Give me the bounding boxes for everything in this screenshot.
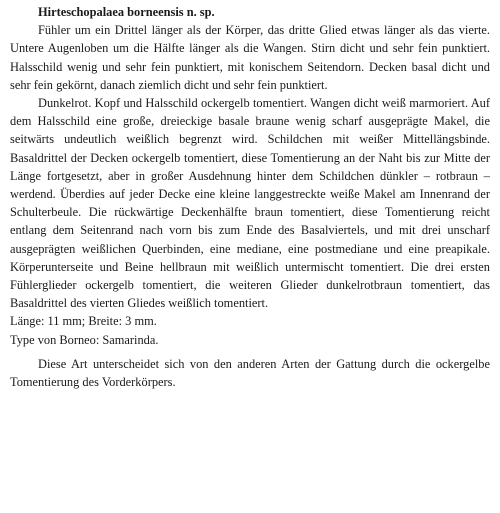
species-status: n. sp. [186,5,215,19]
species-name: Hirteschopalaea borneensis [38,5,184,19]
description-paragraph-coloration: Dunkelrot. Kopf und Halsschild ockergelb tomentiert. Wangen dicht weiß marmoriert. Auf dem Halsschild eine große, dreieckige basale braune wenig scharf ausgeprägte Makel, die seitwärts undeutlich weißlich begrenzt wird. Schildchen mit weißer Mittellängsbinde. Basaldrittel der Decken ockergelb tomentiert, diese Tomentierung an der Naht bis zur Mitte der Länge fortgesetzt, aber in großer Ausdehnung hinter dem Schildchen dünkler – rotbraun – werdend. Überdies auf jeder Decke eine kleine langgestreckte weiße Makel am Innenrand der Schulterbeule. Die rückwärtige Deckenhälfte braun tomentiert, diese Tomentierung reicht entlang dem Seitenrand nach vorn bis zum Ende des Basalviertels, und mit drei unscharf ausgeprägten weißlichen Querbinden, eine mediane, eine postmediane und eine preapikale. Körperunterseite und Beine hellbraun mit weißlich untermischt tomentiert. Die drei ersten Fühlerglieder ockergelb tomentiert, die weiteren Glieder dunkelrotbraun tomentiert, das Basaldrittel des vierten Gliedes weißlich tomentiert. [10,96,490,311]
type-locality-line: Type von Borneo: Samarinda. [10,332,159,347]
diagnosis-paragraph: Diese Art unterscheidet sich von den anderen Arten der Gattung durch die ockergelbe Tomentierung des Vorderkörpers. [10,356,490,390]
measurements-line: Länge: 11 mm; Breite: 3 mm. [10,314,157,329]
species-title [10,3,490,21]
description-paragraph-morphology: Fühler um ein Drittel länger als der Körper, das dritte Glied etwas länger als das vierte. Untere Augenloben um die Hälfte länger als die Wangen. Stirn dicht und sehr fein punktiert. Halsschild wenig und sehr fein punktiert, mit konischem Seitendorn. Decken basal dicht und sehr fein gekörnt, danach ziemlich dicht und sehr fein punktiert. [10,23,490,92]
